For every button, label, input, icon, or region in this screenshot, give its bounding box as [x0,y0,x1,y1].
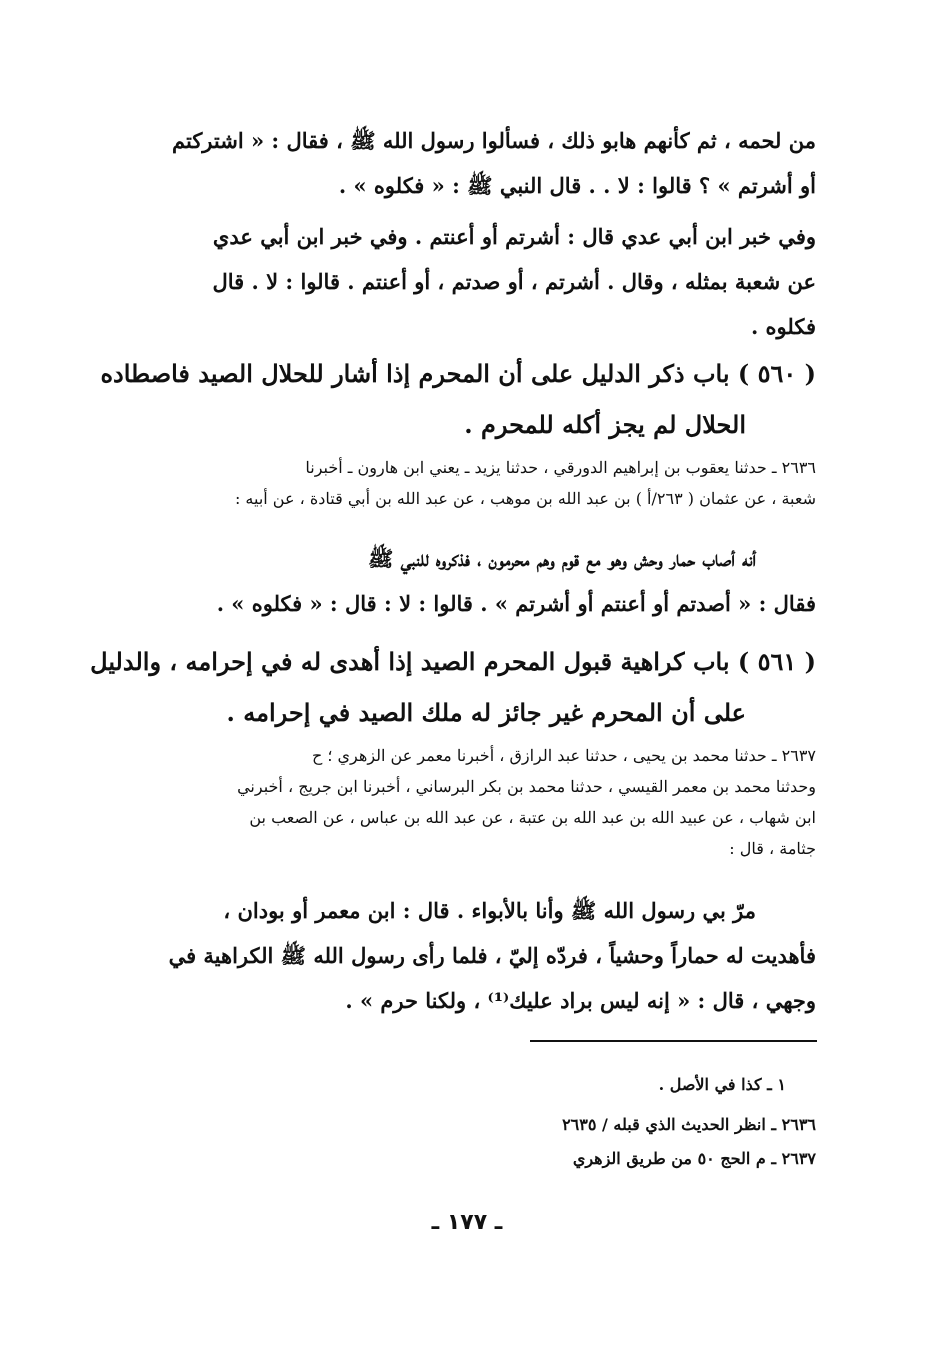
page-number: ـ ١٧٧ ـ [431,1210,503,1235]
paragraph-3 [116,536,816,626]
chain-line: ٢٦٣٧ ـ حدثنا محمد بن يحيى ، حدثنا عبد الرازق ، أخبرنا معمر عن الزهري ؛ ح [311,746,816,765]
text-line: من لحمه ، ثم كأنهم هابو ذلك ، فسألوا رسول الله ﷺ ، فقال : « اشتركتم [172,128,816,153]
footnotes [486,1068,816,1176]
chain-line: ٢٦٣٦ ـ حدثنا يعقوب بن إبراهيم الدورقي ، حدثنا يزيد ـ يعني ابن هارون ـ أخبرنا [305,458,816,477]
text-line: وجهي ، قال : « إنه ليس براد عليك⁽¹⁾ ، ولكنا حرم » . [345,988,816,1013]
heading-line: على أن المحرم غير جائز له ملك الصيد في إحرامه . [226,698,746,727]
text-line: فقال : « أصدتم أو أعنتم أو أشرتم » . قالوا : لا : قال : « فكلوه » . [216,591,816,616]
chain-line: وحدثنا محمد بن معمر القيسي ، حدثنا محمد بن بكر البرساني ، أخبرنا ابن جريج ، أخبرني [237,777,816,796]
text-line: فكلوه . [750,314,816,339]
paragraph-2 [116,214,816,349]
chapter-heading-561 [90,636,816,738]
heading-line: ( ٥٦١ ) باب كراهية قبول المحرم الصيد إذا أهدى له في إحرامه ، والدليل [90,647,816,676]
chapter-heading-560 [100,348,816,450]
text-line: أو أشرتم » ؟ قالوا : لا . . قال النبي ﷺ : « فكلوه » . [338,173,816,198]
text-line: وفي خبر ابن أبي عدي قال : أشرتم أو أعنتم . وفي خبر ابن أبي عدي [212,224,816,249]
text-line: أنه أصاب حمار وحش وهو مع قوم وهم محرمون ، فذكروه للنبي ﷺ [367,546,756,571]
footnote-item: ٢٦٣٧ ـ م الحج ٥٠ من طريق الزهري [572,1149,816,1168]
text-line: فأهديت له حماراً وحشياً ، فردّه إليّ ، فلما رأى رسول الله ﷺ الكراهية في [168,943,816,968]
text-line: مرّ بي رسول الله ﷺ وأنا بالأبواء . قال : ابن معمر أو بودان ، [223,898,756,923]
paragraph-1 [116,118,816,208]
footnote-item: ٢٦٣٦ ـ انظر الحديث الذي قبله / ٢٦٣٥ [562,1115,816,1134]
chain-line: شعبة ، عن عثمان ( ٢٦٣/أ ) بن عبد الله بن موهب ، عن عبد الله بن أبي قتادة ، عن أبيه : [234,489,816,508]
paragraph-4 [116,888,816,1023]
text-line: عن شعبة بمثله ، وقال . أشرتم ، أو صدتم ، أو أعنتم . قالوا : لا . قال [212,269,816,294]
chain-line: جثامة ، قال : [729,839,816,858]
heading-line: ( ٥٦٠ ) باب ذكر الدليل على أن المحرم إذا أشار للحلال الصيد فاصطاده [100,359,816,388]
footnote-divider [530,1040,817,1042]
hadith-chain-2636 [116,452,816,514]
hadith-chain-2637 [116,740,816,864]
chain-line: ابن شهاب ، عن عبيد الله بن عبد الله بن عتبة ، عن عبد الله بن عباس ، عن الصعب بن [249,808,816,827]
footnote-item: ١ ـ كذا في الأصل . [658,1075,786,1094]
heading-line: الحلال لم يجز أكله للمحرم . [464,410,746,439]
